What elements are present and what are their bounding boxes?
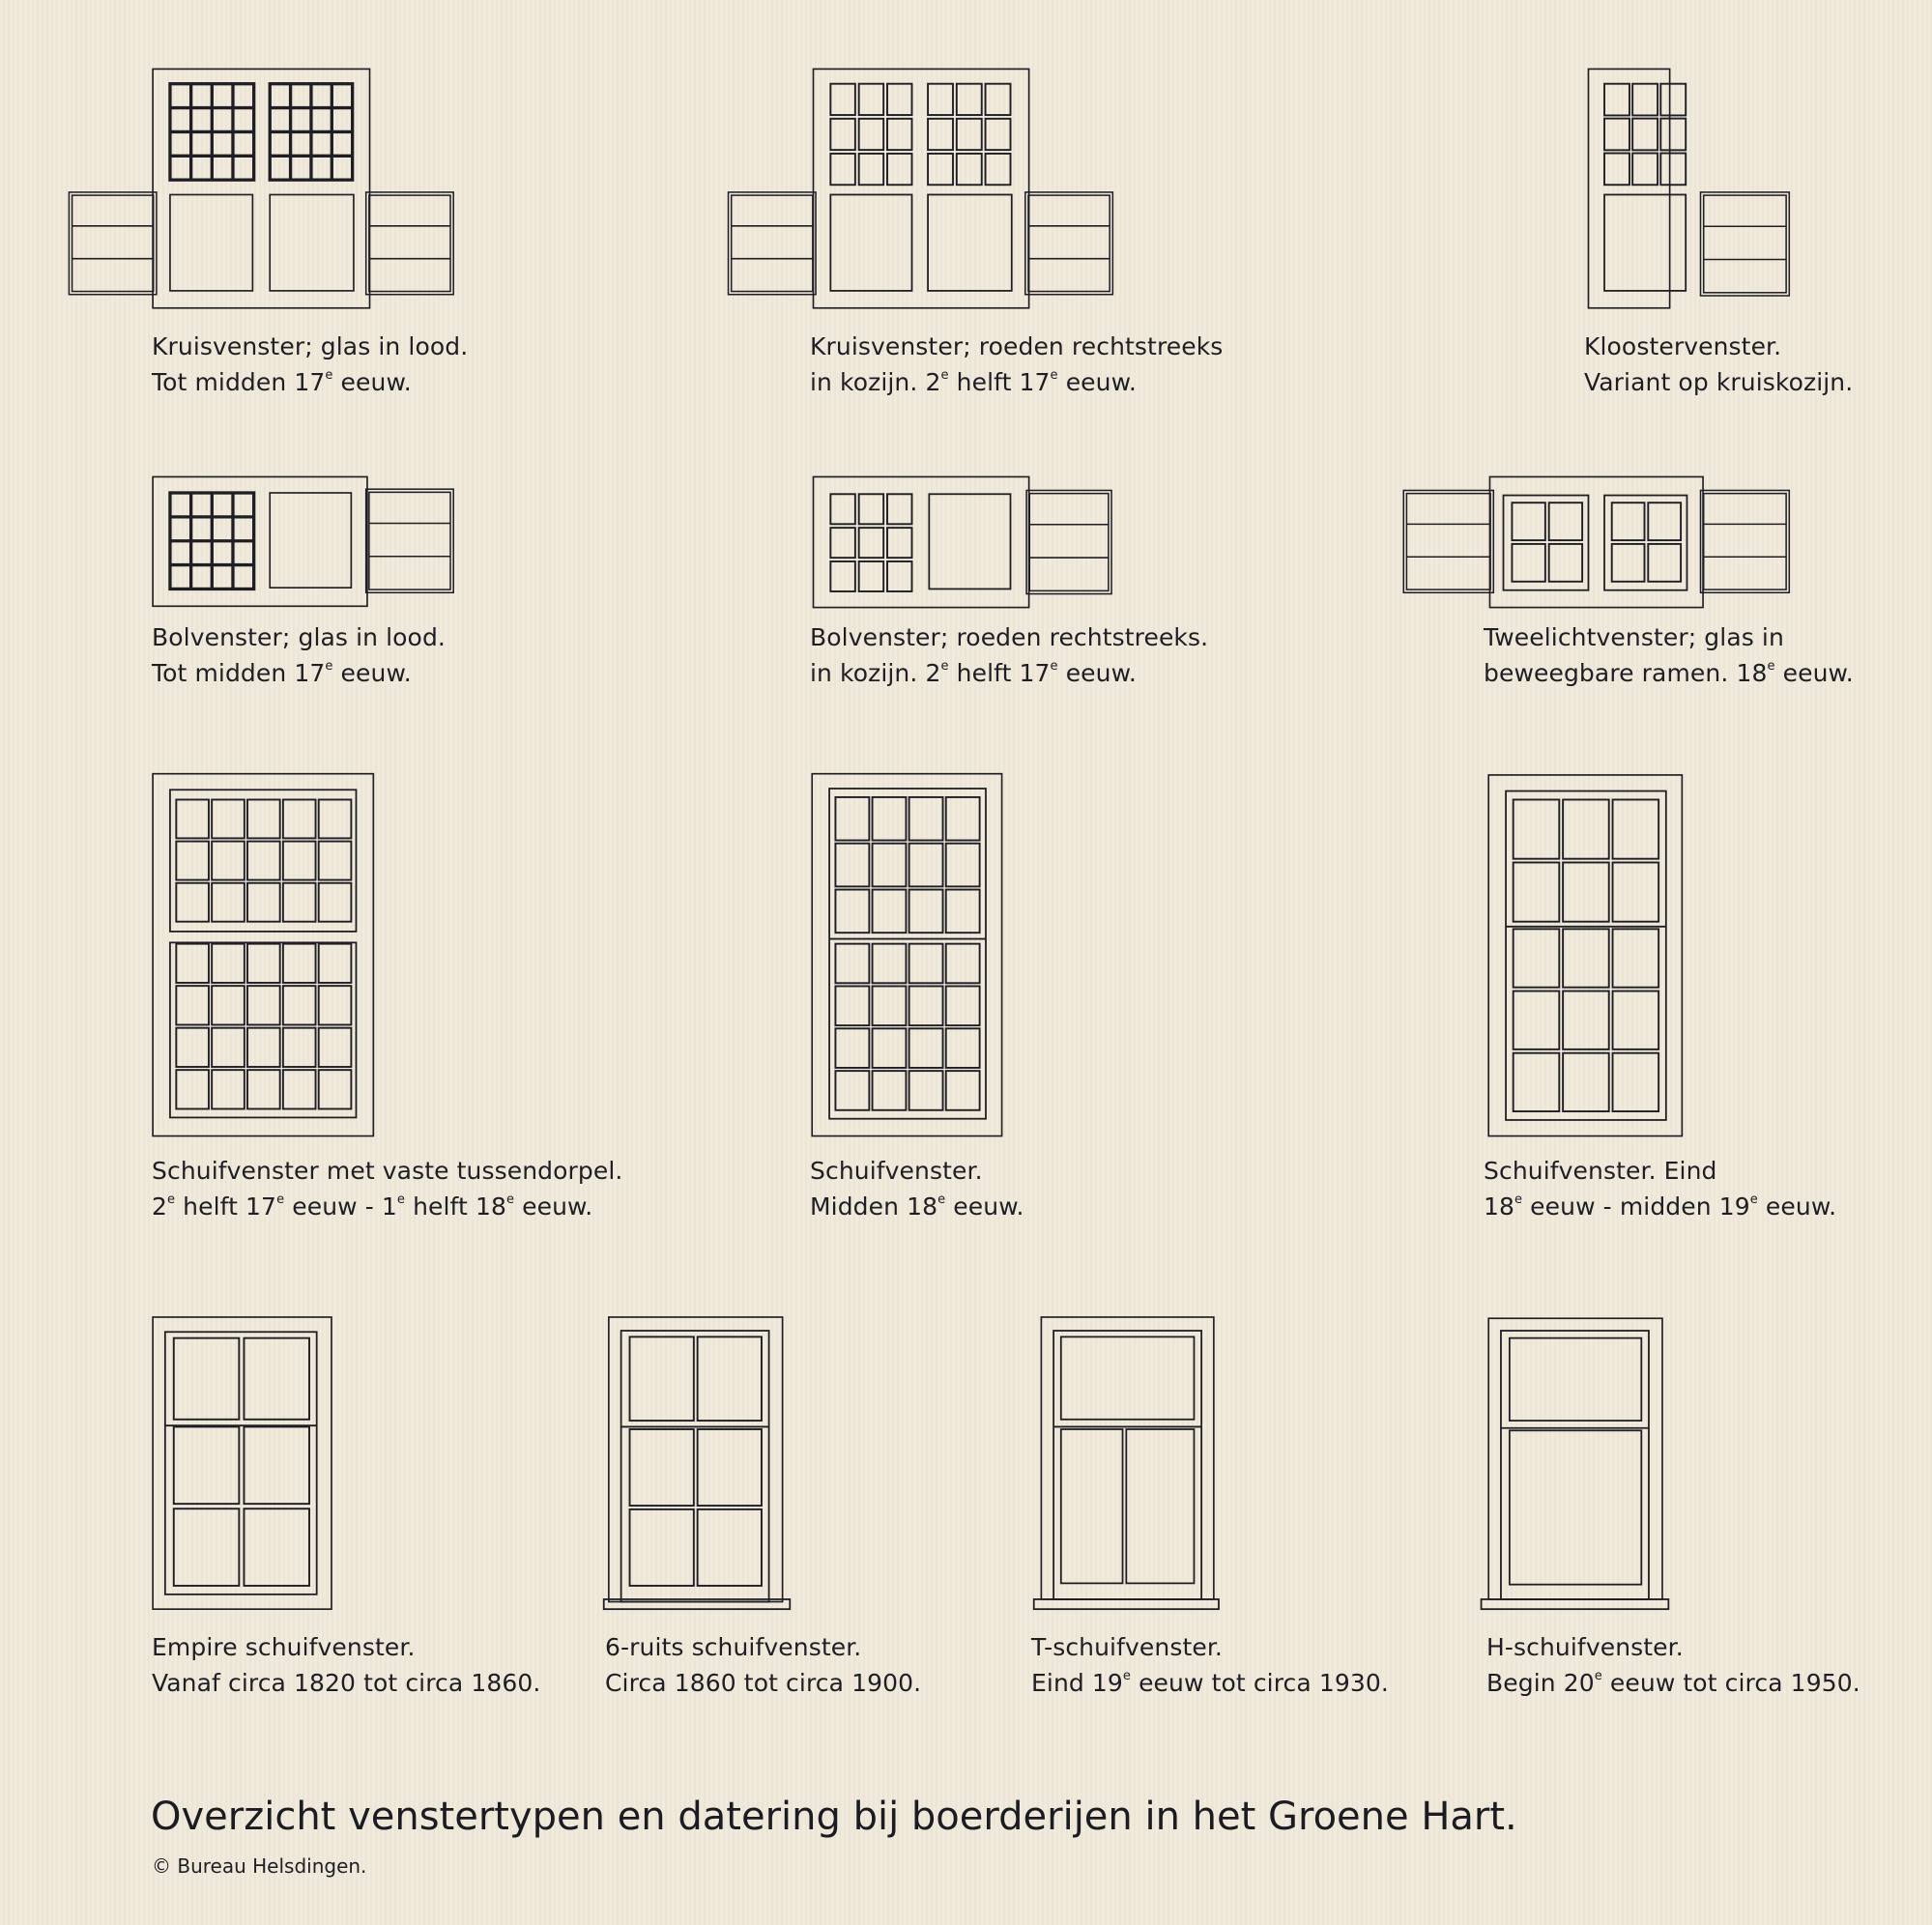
caption-schuifvenster-tussendorpel <box>152 1153 622 1229</box>
caption-text: eeuw tot circa 1950. <box>1601 1669 1860 1697</box>
glass-pane <box>1612 503 1645 540</box>
glass-pane <box>986 84 1011 115</box>
sash-frame <box>1501 1331 1649 1599</box>
glass-pane <box>698 1429 762 1506</box>
window-schuifvenster-tussendorpel <box>153 774 373 1136</box>
glass-pane <box>986 154 1011 185</box>
window-sill <box>604 1599 791 1609</box>
caption-text: T-schuifvenster. <box>1031 1633 1223 1661</box>
ordinal-superscript: e <box>1050 368 1058 383</box>
caption-text: eeuw. <box>514 1192 593 1221</box>
glass-pane <box>830 84 855 115</box>
window-frame <box>1041 1317 1214 1599</box>
caption-text: Tot midden 17 <box>152 659 326 687</box>
caption-text: Schuifvenster. <box>810 1157 983 1185</box>
glass-pane <box>247 1070 280 1108</box>
glass-pane <box>630 1429 694 1506</box>
caption-text: helft 17 <box>948 659 1051 687</box>
caption-line <box>605 1629 921 1665</box>
caption-line <box>152 329 468 364</box>
caption-text: eeuw. <box>332 659 412 687</box>
caption-text: eeuw. <box>1057 659 1137 687</box>
caption-schuifvenster-midden-18e <box>810 1153 1024 1229</box>
caption-text: eeuw. <box>1757 1192 1837 1221</box>
caption-line <box>1031 1665 1389 1706</box>
caption-text: 2 <box>152 1192 168 1221</box>
window-frame <box>153 774 373 1136</box>
caption-kruisvenster-glas-in-lood <box>152 329 468 405</box>
glass-pane <box>835 797 869 841</box>
window-frame <box>609 1317 783 1602</box>
glass-pane <box>176 1070 209 1108</box>
shutter-outline <box>366 489 454 592</box>
glass-pane <box>1604 119 1629 151</box>
glass-pane <box>1514 863 1560 922</box>
caption-line <box>810 364 1223 405</box>
caption-line <box>1584 364 1853 400</box>
shutter-outline-inner <box>1029 494 1109 591</box>
glass-pane <box>909 890 943 934</box>
caption-text: Kruisvenster; glas in lood. <box>152 332 469 360</box>
glass-pane <box>319 799 352 838</box>
caption-schuifvenster-eind-18e <box>1484 1153 1836 1229</box>
glass-pane <box>244 1508 309 1586</box>
glass-pane <box>176 944 209 983</box>
caption-text: Schuifvenster met vaste tussendorpel. <box>152 1157 623 1185</box>
sash-frame <box>1506 791 1666 1120</box>
glass-pane <box>247 944 280 983</box>
glass-pane <box>835 1028 869 1068</box>
caption-line <box>152 655 446 696</box>
upper-pane <box>1061 1336 1195 1419</box>
glass-pane <box>830 528 855 558</box>
glass-pane <box>212 1028 245 1067</box>
caption-text: Empire schuifvenster. <box>152 1633 416 1661</box>
shutter-outline <box>1701 192 1790 296</box>
glass-pane <box>1604 154 1629 186</box>
shutter-outline-inner <box>732 195 813 291</box>
caption-text: in kozijn. 2 <box>810 368 941 396</box>
glass-pane <box>1613 863 1659 922</box>
glass-pane <box>946 1028 980 1068</box>
shutter-outline <box>366 192 454 295</box>
caption-line <box>152 619 446 655</box>
glass-pane <box>247 986 280 1024</box>
caption-line <box>1486 1629 1860 1665</box>
glass-pane <box>873 844 907 887</box>
window-schuifvenster-eind-18e <box>1488 775 1682 1136</box>
window-t-schuifvenster <box>1034 1317 1219 1609</box>
shutter-outline <box>729 192 817 295</box>
caption-line <box>1584 329 1853 364</box>
sash <box>1604 496 1687 590</box>
caption-line <box>810 619 1208 655</box>
glass-pane <box>909 986 943 1025</box>
caption-h-schuifvenster <box>1486 1629 1860 1706</box>
glass-pane <box>946 890 980 934</box>
window-kruisvenster-glas-in-lood <box>69 69 453 307</box>
caption-text: Eind 19 <box>1031 1669 1123 1697</box>
glass-pane <box>1514 991 1560 1049</box>
glass-pane <box>830 561 855 591</box>
glass-pane <box>283 842 316 880</box>
caption-text: Bolvenster; glas in lood. <box>152 623 446 651</box>
glass-pane <box>698 1336 762 1421</box>
glass-pane <box>835 844 869 887</box>
caption-line <box>152 1629 540 1665</box>
caption-line <box>152 1665 540 1701</box>
glass-pane <box>1514 1053 1560 1111</box>
glass-pane <box>887 84 912 115</box>
ordinal-superscript: e <box>505 1192 515 1207</box>
glass-pane <box>247 883 280 922</box>
ordinal-superscript: e <box>940 659 949 674</box>
glass-pane <box>1613 929 1659 987</box>
glass-pane <box>909 797 943 841</box>
window-frame <box>1488 775 1682 1136</box>
lower-sash <box>170 942 357 1117</box>
glass-pane <box>630 1336 694 1421</box>
caption-tweelichtvenster <box>1484 619 1854 696</box>
caption-line <box>152 1189 622 1229</box>
caption-line <box>810 655 1208 696</box>
glass-pane <box>319 944 352 983</box>
glass-pane <box>1604 84 1629 116</box>
caption-empire-schuifvenster <box>152 1629 540 1701</box>
glass-pane <box>176 986 209 1024</box>
window-sill <box>1482 1599 1669 1609</box>
glass-pane <box>1549 544 1582 582</box>
glass-pane <box>928 154 953 185</box>
window-frame <box>153 1317 332 1609</box>
glass-pane <box>247 1028 280 1067</box>
glass-pane <box>873 1071 907 1110</box>
shutter-outline <box>1025 192 1113 295</box>
glass-pane <box>1563 929 1609 987</box>
window-empire-schuifvenster <box>153 1317 332 1609</box>
upper-pane <box>1510 1338 1641 1421</box>
glass-pane <box>835 890 869 934</box>
caption-line <box>152 364 468 405</box>
caption-text: eeuw - midden 19 <box>1522 1192 1750 1221</box>
caption-text: eeuw. <box>1057 368 1137 396</box>
window-frame <box>814 476 1029 607</box>
glass-pane <box>986 119 1011 150</box>
ordinal-superscript: e <box>1514 1192 1523 1207</box>
glass-pane <box>887 154 912 185</box>
glass-pane <box>1512 503 1544 540</box>
glass-pane <box>698 1509 762 1586</box>
glass-pane <box>909 1071 943 1110</box>
glass-pane <box>174 1508 240 1586</box>
glass-pane <box>1632 84 1658 116</box>
glass-pane <box>176 883 209 922</box>
shutter-outline-inner <box>369 195 450 291</box>
copyright-credit: © Bureau Helsdingen. <box>152 1854 367 1878</box>
ordinal-superscript: e <box>276 1192 285 1207</box>
caption-line <box>1031 1629 1389 1665</box>
glass-pane <box>1549 503 1582 540</box>
ordinal-superscript: e <box>1767 659 1775 674</box>
caption-bolvenster-glas-in-lood <box>152 619 446 696</box>
caption-text: Variant op kruiskozijn. <box>1584 368 1854 396</box>
glass-pane <box>887 528 912 558</box>
ordinal-superscript: e <box>1122 1669 1132 1683</box>
glass-pane <box>946 986 980 1025</box>
caption-text: Tot midden 17 <box>152 368 326 396</box>
glass-panel <box>929 494 1010 589</box>
glass-pane <box>176 842 209 880</box>
glass-pane <box>1514 799 1560 858</box>
caption-text: Begin 20 <box>1486 1669 1595 1697</box>
lower-pane <box>1061 1429 1123 1583</box>
glass-pane <box>283 1070 316 1108</box>
caption-line <box>605 1665 921 1701</box>
glass-pane <box>1648 544 1681 582</box>
glass-pane <box>1514 929 1560 987</box>
lower-pane <box>1510 1430 1641 1584</box>
glass-pane <box>1660 154 1686 186</box>
shutter-outline <box>1701 490 1790 592</box>
caption-line <box>810 1153 1024 1189</box>
caption-text: helft 18 <box>405 1192 506 1221</box>
glass-pane <box>174 1338 240 1420</box>
glass-pane <box>244 1338 309 1420</box>
lower-pane <box>1126 1429 1194 1583</box>
glass-panel <box>270 493 351 588</box>
glass-pane <box>1512 544 1544 582</box>
shutter-outline <box>1026 490 1111 593</box>
glass-pane <box>1613 1053 1659 1111</box>
lower-panel <box>270 194 354 290</box>
shutter-outline-inner <box>1028 195 1110 291</box>
window-h-schuifvenster <box>1482 1318 1669 1609</box>
glass-pane <box>957 119 982 150</box>
caption-text: Kruisvenster; roeden rechtstreeks <box>810 332 1224 360</box>
shutter-outline-inner <box>1704 195 1786 293</box>
glass-pane <box>283 986 316 1024</box>
sash-frame <box>165 1332 317 1595</box>
glass-pane <box>909 1028 943 1068</box>
glass-pane <box>212 842 245 880</box>
window-kruisvenster-roeden <box>729 69 1113 307</box>
glass-pane <box>830 154 855 185</box>
glass-pane <box>283 944 316 983</box>
caption-text: eeuw. <box>945 1192 1024 1221</box>
glass-pane <box>1648 503 1681 540</box>
caption-text: 18 <box>1484 1192 1515 1221</box>
ordinal-superscript: e <box>325 659 333 674</box>
glass-pane <box>212 799 245 838</box>
glass-pane <box>946 844 980 887</box>
upper-sash <box>170 790 357 932</box>
caption-text: helft 17 <box>948 368 1051 396</box>
glass-pane <box>212 883 245 922</box>
glass-pane <box>1612 544 1645 582</box>
glass-pane <box>319 1028 352 1067</box>
glass-pane <box>859 119 884 150</box>
caption-text: Bolvenster; roeden rechtstreeks. <box>810 623 1209 651</box>
ordinal-superscript: e <box>396 1192 406 1207</box>
caption-text: Midden 18 <box>810 1192 938 1221</box>
caption-line <box>1484 1153 1836 1189</box>
glass-pane <box>946 944 980 984</box>
caption-bolvenster-roeden <box>810 619 1208 696</box>
lower-panel <box>1604 194 1686 290</box>
caption-text: Kloostervenster. <box>1584 332 1782 360</box>
glass-pane <box>1563 991 1609 1049</box>
glass-pane <box>319 842 352 880</box>
glass-pane <box>247 842 280 880</box>
window-tweelichtvenster <box>1403 476 1789 607</box>
caption-t-schuifvenster <box>1031 1629 1389 1706</box>
shutter-outline-inner <box>1704 494 1786 589</box>
shutter-outline-inner <box>72 195 154 291</box>
glass-pane <box>176 1028 209 1067</box>
caption-line <box>810 329 1223 364</box>
glass-pane <box>909 844 943 887</box>
glass-pane <box>319 883 352 922</box>
glass-pane <box>859 154 884 185</box>
glass-pane <box>212 944 245 983</box>
shutter-outline-inner <box>1406 494 1490 589</box>
sash-frame <box>1053 1331 1201 1599</box>
page-title: Overzicht venstertypen en datering bij boerderijen in het Groene Hart. <box>151 1795 1517 1839</box>
glass-pane <box>909 944 943 984</box>
caption-text: Schuifvenster. Eind <box>1484 1157 1717 1185</box>
glass-pane <box>835 986 869 1025</box>
caption-kruisvenster-roeden <box>810 329 1223 405</box>
glass-pane <box>887 494 912 524</box>
shutter-outline <box>69 192 157 295</box>
glass-pane <box>859 528 884 558</box>
glass-pane <box>1563 863 1609 922</box>
glass-pane <box>1632 154 1658 186</box>
caption-text: eeuw - 1 <box>284 1192 397 1221</box>
caption-6-ruits-schuifvenster <box>605 1629 921 1701</box>
caption-text: H-schuifvenster. <box>1486 1633 1684 1661</box>
caption-text: eeuw. <box>1774 659 1854 687</box>
glass-pane <box>319 1070 352 1108</box>
window-6-ruits-schuifvenster <box>604 1317 791 1609</box>
caption-line <box>1484 619 1854 655</box>
glass-pane <box>957 154 982 185</box>
caption-line <box>1484 1189 1836 1229</box>
ordinal-superscript: e <box>1050 659 1058 674</box>
glass-pane <box>1632 119 1658 151</box>
caption-text: Tweelichtvenster; glas in <box>1484 623 1784 651</box>
glass-pane <box>1563 1053 1609 1111</box>
caption-kloostervenster <box>1584 329 1853 400</box>
glass-pane <box>283 1028 316 1067</box>
caption-line <box>810 1189 1024 1229</box>
ordinal-superscript: e <box>1594 1669 1602 1683</box>
window-kloostervenster <box>1588 69 1789 307</box>
glass-pane <box>946 1071 980 1110</box>
glass-pane <box>283 799 316 838</box>
glass-pane <box>1613 799 1659 858</box>
ordinal-superscript: e <box>937 1192 946 1207</box>
caption-text: Vanaf circa 1820 tot circa 1860. <box>152 1669 541 1697</box>
sash-frame <box>829 789 986 1119</box>
glass-pane <box>1613 991 1659 1049</box>
glass-pane <box>873 986 907 1025</box>
glass-pane <box>1563 799 1609 858</box>
glass-pane <box>887 561 912 591</box>
glass-pane <box>859 84 884 115</box>
window-frame <box>1488 1318 1662 1599</box>
glass-pane <box>928 119 953 150</box>
shutter-outline-inner <box>369 492 450 589</box>
glass-pane <box>319 986 352 1024</box>
ordinal-superscript: e <box>167 1192 176 1207</box>
glass-pane <box>928 84 953 115</box>
glass-pane <box>835 944 869 984</box>
caption-text: helft 17 <box>175 1192 277 1221</box>
ordinal-superscript: e <box>1749 1192 1758 1207</box>
glass-pane <box>830 494 855 524</box>
glass-pane <box>1660 84 1686 116</box>
glass-pane <box>247 799 280 838</box>
glass-pane <box>174 1426 240 1504</box>
caption-text: eeuw. <box>332 368 412 396</box>
glass-pane <box>212 986 245 1024</box>
ordinal-superscript: e <box>940 368 949 383</box>
glass-pane <box>887 119 912 150</box>
glass-pane <box>176 799 209 838</box>
window-frame <box>814 69 1029 307</box>
glass-pane <box>630 1509 694 1586</box>
caption-text: Circa 1860 tot circa 1900. <box>605 1669 922 1697</box>
caption-text: in kozijn. 2 <box>810 659 941 687</box>
window-bolvenster-glas-in-lood <box>153 476 453 606</box>
window-sill <box>1034 1599 1219 1609</box>
caption-line <box>1486 1665 1860 1706</box>
caption-line <box>1484 655 1854 696</box>
caption-line <box>152 1153 622 1189</box>
caption-text: 6-ruits schuifvenster. <box>605 1633 862 1661</box>
caption-text: beweegbare ramen. 18 <box>1484 659 1768 687</box>
glass-pane <box>873 797 907 841</box>
glass-pane <box>873 890 907 934</box>
glass-pane <box>859 494 884 524</box>
glass-pane <box>946 797 980 841</box>
lower-panel <box>170 194 252 290</box>
window-frame <box>153 69 369 307</box>
glass-pane <box>212 1070 245 1108</box>
glass-pane <box>1660 119 1686 151</box>
glass-pane <box>957 84 982 115</box>
window-bolvenster-roeden <box>814 476 1112 607</box>
glass-pane <box>244 1426 309 1504</box>
lower-panel <box>830 194 911 290</box>
ordinal-superscript: e <box>325 368 333 383</box>
sash-frame <box>621 1331 769 1602</box>
glass-pane <box>873 1028 907 1068</box>
shutter-outline <box>1403 490 1493 592</box>
glass-pane <box>830 119 855 150</box>
caption-text: eeuw tot circa 1930. <box>1131 1669 1389 1697</box>
window-frame <box>1489 476 1703 607</box>
glass-pane <box>859 561 884 591</box>
glass-pane <box>835 1071 869 1110</box>
window-schuifvenster-midden-18e <box>812 774 1001 1136</box>
lower-panel <box>928 194 1012 290</box>
glass-pane <box>283 883 316 922</box>
glass-pane <box>873 944 907 984</box>
